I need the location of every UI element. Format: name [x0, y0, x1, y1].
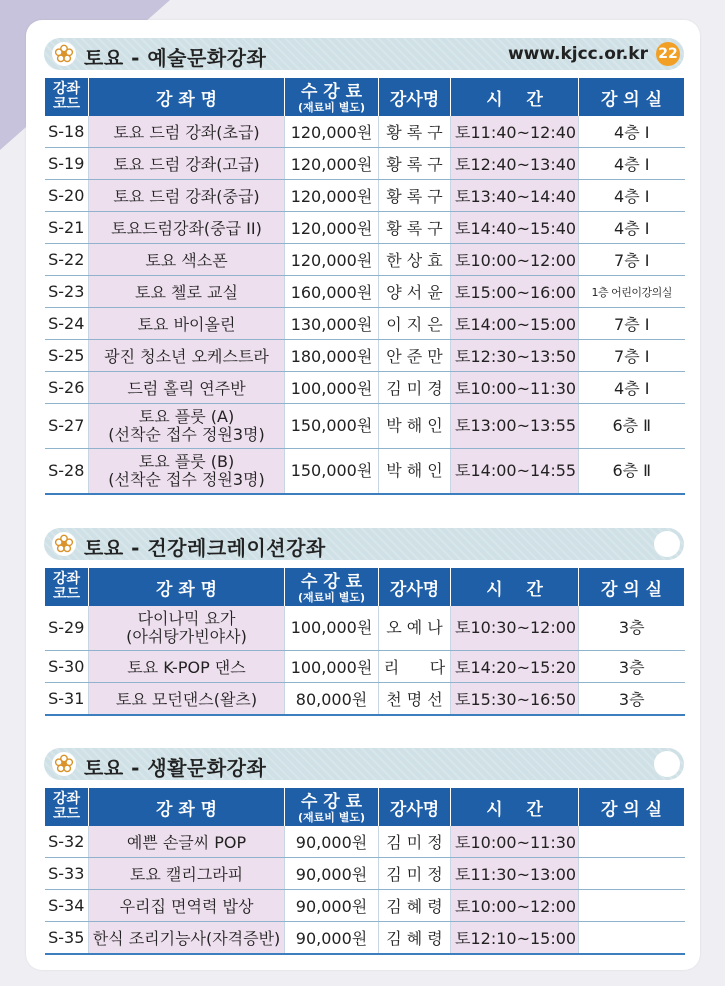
course-room: 4층 Ⅰ [579, 148, 685, 180]
course-code: S-29 [45, 606, 89, 651]
course-code: S-18 [45, 116, 89, 148]
course-name [89, 449, 285, 495]
website-url[interactable]: www.kjcc.or.kr [507, 44, 648, 64]
table-row [45, 683, 685, 716]
course-time: 토14:40~15:40 [451, 212, 579, 244]
table-row [45, 858, 685, 890]
course-code: S-24 [45, 308, 89, 340]
course-fee: 90,000원 [285, 922, 379, 955]
course-teacher: 이 지 은 [379, 308, 451, 340]
course-teacher: 박 해 인 [379, 404, 451, 449]
table-row [45, 372, 685, 404]
course-name: 토요 캘리그라피 [89, 858, 285, 890]
col-time: 시 간 [451, 568, 579, 606]
course-fee: 90,000원 [285, 858, 379, 890]
course-time: 토10:00~12:00 [451, 890, 579, 922]
course-name: 토요 K-POP 댄스 [89, 651, 285, 683]
course-name-line1: 토요 플룻 (B) [138, 452, 235, 471]
course-room [579, 922, 685, 955]
course-room: 4층 Ⅰ [579, 180, 685, 212]
col-code: 강좌 코드 [45, 568, 89, 606]
course-time: 토12:10~15:00 [451, 922, 579, 955]
course-code: S-22 [45, 244, 89, 276]
course-code: S-25 [45, 340, 89, 372]
section-health-recreation [44, 528, 684, 716]
course-table [44, 568, 685, 716]
course-teacher: 김 혜 령 [379, 890, 451, 922]
course-fee: 180,000원 [285, 340, 379, 372]
table-row [45, 606, 685, 651]
table-header-row [45, 788, 685, 826]
course-name: 토요 첼로 교실 [89, 276, 285, 308]
course-room: 3층 [579, 683, 685, 716]
course-code: S-35 [45, 922, 89, 955]
course-code: S-33 [45, 858, 89, 890]
course-teacher: 황 록 구 [379, 180, 451, 212]
course-time: 토12:30~13:50 [451, 340, 579, 372]
title-end-circle [654, 751, 680, 777]
course-rows [45, 826, 685, 954]
course-room: 1층 어린이강의실 [579, 276, 685, 308]
schedule-card [26, 20, 700, 970]
course-room: 4층 Ⅰ [579, 212, 685, 244]
section-title: 토요 - 건강레크레이션강좌 [84, 536, 326, 560]
course-fee: 120,000원 [285, 116, 379, 148]
course-fee: 160,000원 [285, 276, 379, 308]
course-teacher: 한 상 효 [379, 244, 451, 276]
course-name-line1: 토요 플룻 (A) [138, 407, 235, 426]
title-end-circle [654, 531, 680, 557]
course-teacher: 황 록 구 [379, 212, 451, 244]
section-title-bar [44, 528, 684, 560]
course-code: S-28 [45, 449, 89, 495]
table-row [45, 116, 685, 148]
course-room: 4층 Ⅰ [579, 116, 685, 148]
section-title: 토요 - 생활문화강좌 [84, 756, 267, 780]
course-teacher: 김 미 정 [379, 858, 451, 890]
table-row [45, 276, 685, 308]
course-room: 3층 [579, 651, 685, 683]
course-code: S-19 [45, 148, 89, 180]
table-row [45, 244, 685, 276]
course-time: 토10:00~11:30 [451, 372, 579, 404]
course-name: 토요 모던댄스(왈츠) [89, 683, 285, 716]
col-name: 강 좌 명 [89, 78, 285, 116]
course-fee: 130,000원 [285, 308, 379, 340]
course-code: S-21 [45, 212, 89, 244]
flower-icon [52, 752, 76, 776]
course-fee: 100,000원 [285, 606, 379, 651]
table-row [45, 180, 685, 212]
course-fee: 120,000원 [285, 148, 379, 180]
course-teacher: 천 명 선 [379, 683, 451, 716]
course-room: 7층 Ⅰ [579, 308, 685, 340]
course-name: 토요 드럼 강좌(고급) [89, 148, 285, 180]
table-row [45, 212, 685, 244]
course-teacher: 안 준 만 [379, 340, 451, 372]
course-time: 토12:40~13:40 [451, 148, 579, 180]
col-teacher: 강사명 [379, 568, 451, 606]
course-time: 토14:00~15:00 [451, 308, 579, 340]
course-time: 토14:20~15:20 [451, 651, 579, 683]
course-room [579, 826, 685, 858]
course-teacher: 김 혜 령 [379, 922, 451, 955]
course-name: 토요 드럼 강좌(중급) [89, 180, 285, 212]
course-time: 토13:40~14:40 [451, 180, 579, 212]
course-code: S-31 [45, 683, 89, 716]
table-row [45, 826, 685, 858]
col-teacher: 강사명 [379, 788, 451, 826]
course-fee: 80,000원 [285, 683, 379, 716]
course-room: 4층 Ⅰ [579, 372, 685, 404]
course-teacher: 리 다 [379, 651, 451, 683]
course-code: S-30 [45, 651, 89, 683]
course-time: 토14:00~14:55 [451, 449, 579, 495]
course-name-line2: (아쉬탕가빈야사) [126, 627, 247, 646]
course-name: 토요 색소폰 [89, 244, 285, 276]
course-name: 토요드럼강좌(중급 II) [89, 212, 285, 244]
course-time: 토13:00~13:55 [451, 404, 579, 449]
table-row [45, 651, 685, 683]
col-fee: 수 강 료 (재료비 별도) [285, 788, 379, 826]
course-fee: 150,000원 [285, 404, 379, 449]
course-room: 6층 Ⅱ [579, 449, 685, 495]
course-code: S-23 [45, 276, 89, 308]
course-code: S-32 [45, 826, 89, 858]
table-row [45, 308, 685, 340]
course-name: 예쁜 손글씨 POP [89, 826, 285, 858]
flower-icon [52, 42, 76, 66]
section-title: 토요 - 예술문화강좌 [84, 46, 267, 70]
course-name-line2: (선착순 접수 정원3명) [108, 425, 265, 444]
course-room [579, 858, 685, 890]
col-name: 강 좌 명 [89, 568, 285, 606]
course-room: 7층 Ⅰ [579, 340, 685, 372]
course-fee: 100,000원 [285, 372, 379, 404]
course-name: 한식 조리기능사(자격증반) [89, 922, 285, 955]
course-fee: 90,000원 [285, 826, 379, 858]
col-time: 시 간 [451, 78, 579, 116]
course-name: 드럼 홀릭 연주반 [89, 372, 285, 404]
course-rows [45, 606, 685, 715]
course-fee: 120,000원 [285, 180, 379, 212]
course-time: 토11:40~12:40 [451, 116, 579, 148]
course-time: 토15:00~16:00 [451, 276, 579, 308]
course-code: S-27 [45, 404, 89, 449]
table-header-row [45, 78, 685, 116]
course-name-line2: (선착순 접수 정원3명) [108, 470, 265, 489]
section-life-culture [44, 748, 684, 955]
col-time: 시 간 [451, 788, 579, 826]
course-time: 토15:30~16:50 [451, 683, 579, 716]
course-code: S-34 [45, 890, 89, 922]
col-room: 강 의 실 [579, 78, 685, 116]
page-number-badge: 22 [656, 42, 680, 66]
section-title-bar [44, 748, 684, 780]
course-table [44, 78, 685, 495]
col-room: 강 의 실 [579, 788, 685, 826]
course-fee: 120,000원 [285, 212, 379, 244]
col-fee: 수 강 료 (재료비 별도) [285, 568, 379, 606]
course-time: 토10:30~12:00 [451, 606, 579, 651]
table-row [45, 148, 685, 180]
course-room: 3층 [579, 606, 685, 651]
course-room: 7층 Ⅰ [579, 244, 685, 276]
course-teacher: 김 미 정 [379, 826, 451, 858]
course-teacher: 양 서 윤 [379, 276, 451, 308]
section-title-bar [44, 38, 684, 70]
course-name: 광진 청소년 오케스트라 [89, 340, 285, 372]
col-name: 강 좌 명 [89, 788, 285, 826]
course-fee: 90,000원 [285, 890, 379, 922]
course-table [44, 788, 685, 955]
flower-icon [52, 532, 76, 556]
col-room: 강 의 실 [579, 568, 685, 606]
course-rows [45, 116, 685, 494]
course-fee: 120,000원 [285, 244, 379, 276]
course-time: 토11:30~13:00 [451, 858, 579, 890]
course-teacher: 박 해 인 [379, 449, 451, 495]
course-teacher: 김 미 경 [379, 372, 451, 404]
table-row [45, 340, 685, 372]
course-fee: 150,000원 [285, 449, 379, 495]
course-time: 토10:00~12:00 [451, 244, 579, 276]
table-header-row [45, 568, 685, 606]
course-name [89, 606, 285, 651]
course-name-line1: 다이나믹 요가 [137, 609, 236, 628]
table-row [45, 449, 685, 495]
table-row [45, 922, 685, 955]
col-fee: 수 강 료 (재료비 별도) [285, 78, 379, 116]
table-row [45, 404, 685, 449]
course-room: 6층 Ⅱ [579, 404, 685, 449]
course-teacher: 오 예 나 [379, 606, 451, 651]
course-code: S-26 [45, 372, 89, 404]
section-art-culture [44, 38, 684, 495]
col-teacher: 강사명 [379, 78, 451, 116]
course-name: 토요 바이올린 [89, 308, 285, 340]
col-code: 강좌 코드 [45, 78, 89, 116]
col-code: 강좌 코드 [45, 788, 89, 826]
course-teacher: 황 록 구 [379, 116, 451, 148]
course-name: 우리집 면역력 밥상 [89, 890, 285, 922]
course-fee: 100,000원 [285, 651, 379, 683]
course-teacher: 황 록 구 [379, 148, 451, 180]
course-name [89, 404, 285, 449]
course-code: S-20 [45, 180, 89, 212]
course-time: 토10:00~11:30 [451, 826, 579, 858]
table-row [45, 890, 685, 922]
course-name: 토요 드럼 강좌(초급) [89, 116, 285, 148]
course-room [579, 890, 685, 922]
